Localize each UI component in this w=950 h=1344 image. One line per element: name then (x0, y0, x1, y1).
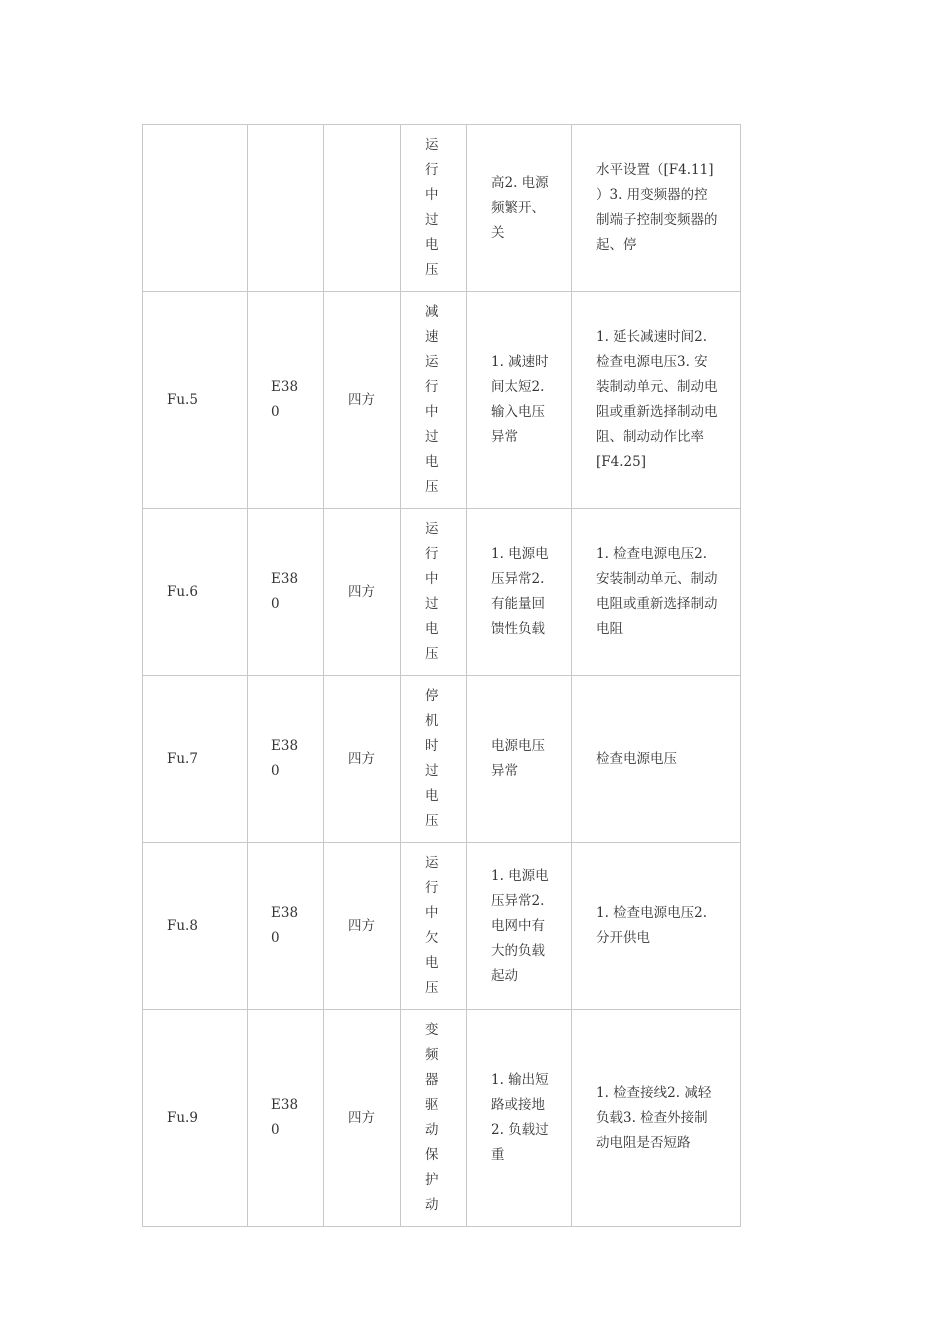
fault-cause-cell: 1. 减速时间太短2. 输入电压异常 (467, 292, 572, 509)
fault-name-cell: 变频器驱动保护动 (401, 1010, 467, 1227)
fault-code-cell: Fu.5 (143, 292, 248, 509)
table-row (143, 676, 741, 843)
fault-name-cell: 运行中过电压 (401, 509, 467, 676)
fault-fix-cell: 1. 检查电源电压2. 安装制动单元、制动电阻或重新选择制动电阻 (572, 509, 741, 676)
brand-cell: 四方 (324, 292, 401, 509)
fault-name-cell: 运行中欠电压 (401, 843, 467, 1010)
fault-name-cell: 减速运行中过电压 (401, 292, 467, 509)
brand-cell: 四方 (324, 509, 401, 676)
model-cell (248, 125, 324, 292)
fault-fix-cell: 1. 延长减速时间2. 检查电源电压3. 安装制动单元、制动电阻或重新选择制动电阻、制动动作比率 [F4.25] (572, 292, 741, 509)
model-cell: E380 (248, 676, 324, 843)
model-cell: E380 (248, 509, 324, 676)
brand-cell: 四方 (324, 676, 401, 843)
table-row (143, 509, 741, 676)
brand-cell: 四方 (324, 1010, 401, 1227)
fault-cause-cell: 1. 电源电压异常2. 有能量回馈性负载 (467, 509, 572, 676)
fault-fix-cell: 1. 检查电源电压2. 分开供电 (572, 843, 741, 1010)
model-cell: E380 (248, 292, 324, 509)
fault-cause-cell: 1. 电源电压异常2. 电网中有大的负载起动 (467, 843, 572, 1010)
fault-code-cell: Fu.9 (143, 1010, 248, 1227)
fault-code-cell: Fu.7 (143, 676, 248, 843)
table-row (143, 292, 741, 509)
fault-fix-cell: 水平设置（[F4.11] ）3. 用变频器的控制端子控制变频器的起、停 (572, 125, 741, 292)
model-cell: E380 (248, 843, 324, 1010)
table-row (143, 125, 741, 292)
fault-fix-cell: 检查电源电压 (572, 676, 741, 843)
fault-name-cell: 运行中过电压 (401, 125, 467, 292)
brand-cell (324, 125, 401, 292)
fault-code-cell: Fu.8 (143, 843, 248, 1010)
brand-cell: 四方 (324, 843, 401, 1010)
fault-code-cell: Fu.6 (143, 509, 248, 676)
fault-code-table (142, 124, 741, 1227)
fault-code-cell (143, 125, 248, 292)
model-cell: E380 (248, 1010, 324, 1227)
fault-cause-cell: 1. 输出短路或接地2. 负载过重 (467, 1010, 572, 1227)
table-row (143, 843, 741, 1010)
fault-name-cell: 停机时过电压 (401, 676, 467, 843)
fault-fix-cell: 1. 检查接线2. 减轻负载3. 检查外接制动电阻是否短路 (572, 1010, 741, 1227)
fault-cause-cell: 高2. 电源频繁开、关 (467, 125, 572, 292)
fault-cause-cell: 电源电压异常 (467, 676, 572, 843)
table-row (143, 1010, 741, 1227)
